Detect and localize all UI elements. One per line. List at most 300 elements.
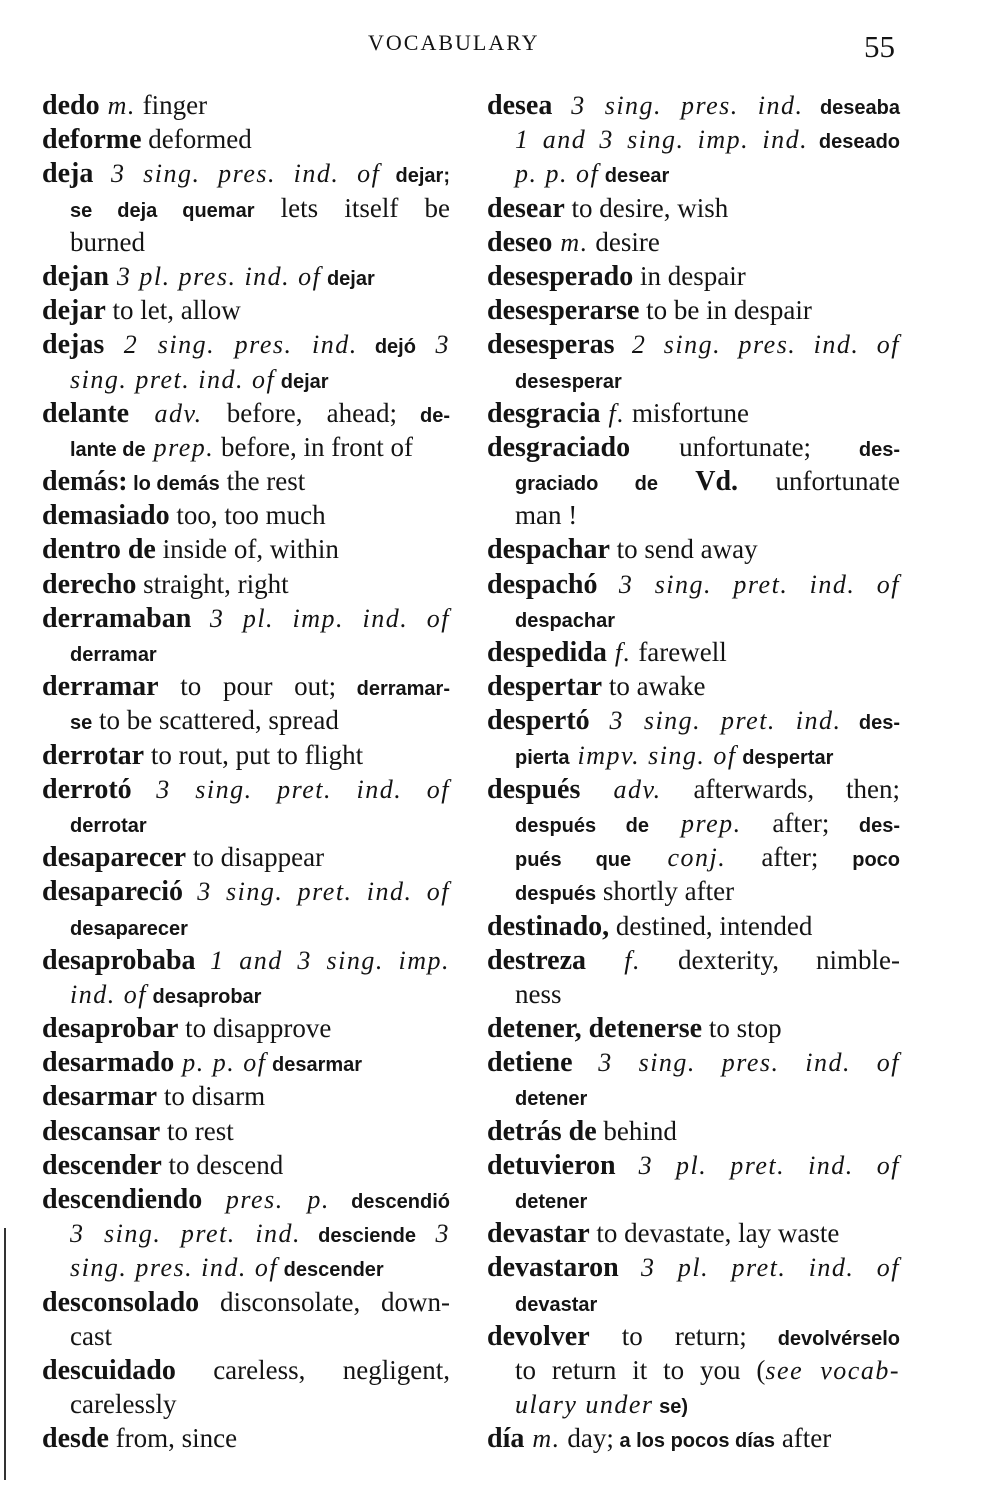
grammar-note: adv. — [129, 398, 203, 428]
dictionary-entry — [487, 225, 900, 259]
headword: derramar — [42, 671, 159, 703]
definition-text: before, ahead; — [202, 397, 398, 428]
entry-first-line — [42, 874, 450, 908]
grammar-note: p. p. of — [174, 1048, 267, 1078]
cross-reference: descendió — [329, 1191, 450, 1213]
cross-reference: se — [70, 712, 93, 735]
dictionary-entry — [42, 122, 450, 156]
cross-reference: lo demás — [127, 473, 220, 496]
cross-reference: despachar — [515, 609, 616, 632]
grammar-note: impv. sing. of — [569, 740, 737, 770]
grammar-note: pres. p. — [202, 1185, 330, 1214]
cross-reference: pierta — [515, 746, 570, 769]
dictionary-entry — [42, 1182, 450, 1285]
dictionary-entry — [487, 293, 900, 327]
definition-text: shortly after — [596, 876, 735, 907]
cross-reference: desesperar — [515, 370, 622, 393]
dictionary-entry — [487, 327, 900, 395]
definition-text: to desire, wish — [564, 192, 729, 223]
definition-text: after — [775, 1423, 832, 1454]
headword: desapareció — [42, 876, 184, 908]
headword: desear — [487, 192, 565, 224]
entry-first-line — [42, 327, 450, 361]
entry-continuation-line — [42, 635, 450, 669]
definition-text: in despair — [633, 260, 746, 291]
grammar-note: m. — [552, 227, 589, 257]
headword: descuidado — [42, 1354, 176, 1386]
headword: despachar — [487, 534, 610, 566]
entry-first-line — [487, 1045, 900, 1079]
entry-continuation-line — [42, 225, 450, 259]
dictionary-entry — [42, 88, 450, 122]
dictionary-entry — [42, 498, 450, 532]
entry-first-line — [487, 1011, 900, 1045]
cross-reference: dejar; — [380, 165, 450, 188]
definition-text: cast — [70, 1320, 112, 1351]
dictionary-entry — [42, 293, 450, 327]
definition-text: to disapprove — [178, 1013, 332, 1044]
dictionary-entry — [487, 1114, 900, 1148]
headword: descendiendo — [42, 1184, 203, 1215]
entry-first-line — [42, 88, 450, 122]
dictionary-entry — [42, 259, 450, 293]
grammar-note: sing. pres. ind. of — [70, 1253, 279, 1283]
headword: desde — [42, 1423, 109, 1455]
headword: dentro de — [42, 534, 156, 566]
dictionary-entry — [487, 532, 900, 566]
entry-continuation-line — [487, 1387, 900, 1421]
right-vocabulary-column — [487, 88, 900, 1456]
grammar-note: ulary under — [515, 1390, 654, 1420]
headword: devastaron — [487, 1252, 619, 1284]
headword: desea — [487, 90, 553, 121]
entry-first-line — [487, 1216, 900, 1250]
entry-first-line — [42, 1011, 450, 1045]
headword: demás: — [42, 466, 128, 498]
entry-first-line — [487, 703, 900, 737]
entry-first-line — [487, 1250, 900, 1284]
grammar-note: prep. — [649, 808, 742, 838]
entry-continuation-line — [42, 362, 450, 396]
definition-text: after; — [726, 842, 819, 873]
entry-continuation-line — [42, 909, 450, 943]
entry-first-line — [42, 1045, 450, 1079]
page-number: 55 — [864, 29, 895, 64]
grammar-note: 3 sing. pret. ind. of — [183, 877, 450, 907]
dictionary-entry — [42, 1353, 450, 1421]
entry-first-line — [42, 1421, 450, 1455]
dictionary-entry — [42, 464, 450, 498]
headword: destinado, — [487, 910, 610, 942]
cross-reference: desaparecer — [70, 917, 188, 940]
cross-reference: se) — [653, 1396, 689, 1419]
dictionary-entry — [487, 259, 900, 293]
definition-text: dexterity, nimble- — [641, 944, 900, 975]
definition-text: to return it to you ( — [515, 1354, 766, 1385]
entry-first-line — [487, 943, 900, 977]
entry-first-line — [487, 191, 900, 225]
entry-first-line — [42, 1114, 450, 1148]
cross-reference: poco — [818, 849, 901, 872]
grammar-note: 3 — [415, 1219, 450, 1249]
definition-text: finger — [135, 90, 208, 120]
grammar-note: f. — [606, 638, 632, 667]
entry-first-line — [42, 1285, 450, 1319]
definition-text: to stop — [702, 1013, 782, 1044]
definition-text: to send away — [609, 534, 758, 565]
headword: desaprobaba — [42, 944, 196, 976]
cross-reference: derramar- — [336, 678, 451, 701]
grammar-note: conj. — [631, 843, 727, 873]
headword: desesperarse — [487, 295, 640, 327]
headword: derrotar — [42, 739, 145, 771]
definition-text: inside of, within — [155, 534, 339, 565]
headword: desarmar — [42, 1081, 158, 1113]
definition-text: unfortunate — [738, 466, 901, 497]
headword: deforme — [42, 124, 142, 156]
cross-reference: después — [515, 883, 597, 906]
definition-text: misfortune — [625, 397, 749, 428]
headword: detener, detenerse — [487, 1013, 703, 1045]
entry-continuation-line — [487, 806, 900, 840]
dictionary-entry — [487, 669, 900, 703]
entry-first-line — [42, 1353, 450, 1387]
dictionary-entry — [487, 430, 900, 533]
cross-reference: despertar — [736, 746, 834, 769]
definition-text: to disappear — [186, 842, 325, 873]
dictionary-entry — [42, 1421, 450, 1455]
cross-reference: desarmar — [266, 1054, 363, 1077]
cross-reference: deseaba — [803, 97, 900, 119]
dictionary-entry — [487, 1421, 900, 1455]
grammar-note: f. — [600, 398, 626, 428]
definition-text: to awake — [602, 671, 706, 702]
dictionary-entry — [42, 567, 450, 601]
entry-continuation-line — [42, 191, 450, 225]
headword: deseo — [487, 226, 553, 258]
entry-continuation-line — [487, 1079, 900, 1113]
definition-text: to rest — [160, 1115, 234, 1146]
headword: destreza — [487, 944, 586, 976]
entry-continuation-line — [487, 840, 900, 874]
headword: dedo — [42, 90, 100, 121]
definition-text: from, since — [108, 1423, 238, 1454]
dictionary-entry — [42, 874, 450, 942]
grammar-note: p. p. of — [515, 159, 600, 189]
grammar-note: 3 sing. pret. ind. of — [597, 569, 900, 599]
dictionary-entry — [487, 1216, 900, 1250]
headword: dejan — [42, 260, 109, 292]
dictionary-entry — [487, 635, 900, 669]
definition-text: the rest — [219, 466, 306, 497]
dictionary-entry — [42, 156, 450, 259]
dictionary-entry — [487, 703, 900, 771]
headword: Vd. — [658, 466, 739, 498]
headword: desesperado — [487, 260, 634, 292]
entry-continuation-line — [42, 1250, 450, 1284]
dictionary-entry — [42, 396, 450, 464]
grammar-note: ind. of — [70, 979, 147, 1009]
cross-reference: derramar — [70, 644, 157, 666]
dictionary-entry — [42, 1079, 450, 1113]
definition-text: deformed — [141, 124, 252, 155]
entry-first-line — [42, 532, 450, 566]
dictionary-entry — [42, 1285, 450, 1353]
headword: despedida — [487, 637, 607, 668]
entry-continuation-line — [42, 1387, 450, 1421]
entry-first-line — [42, 1079, 450, 1113]
grammar-note: 2 sing. pres. ind. of — [614, 330, 900, 360]
grammar-note: see vocab- — [765, 1355, 900, 1385]
grammar-note: 3 sing. pres. ind. of — [572, 1048, 900, 1078]
dictionary-entry — [487, 1319, 900, 1422]
cross-reference: se deja quemar — [70, 199, 255, 222]
grammar-note: 1 and 3 sing. imp. — [195, 945, 450, 975]
grammar-note: m. — [524, 1424, 561, 1454]
definition-text: desire — [588, 226, 660, 257]
entry-first-line — [487, 293, 900, 327]
entry-first-line — [42, 738, 450, 772]
headword: desesperas — [487, 329, 615, 361]
definition-text: day; — [560, 1423, 614, 1454]
definition-text: to be scattered, spread — [92, 705, 339, 736]
entry-first-line — [487, 772, 900, 806]
entry-continuation-line — [487, 601, 900, 635]
headword: detuvieron — [487, 1149, 616, 1181]
cross-reference: dejar — [275, 370, 329, 393]
definition-text: to rout, put to flight — [144, 739, 364, 770]
entry-first-line — [487, 669, 900, 703]
entry-first-line — [42, 122, 450, 156]
entry-first-line — [42, 840, 450, 874]
entry-continuation-line — [487, 156, 900, 190]
dictionary-entry — [42, 772, 450, 840]
headword: devastar — [487, 1218, 590, 1250]
dictionary-entry — [42, 1045, 450, 1079]
cross-reference: desciende — [301, 1225, 416, 1248]
headword: desaprobar — [42, 1013, 179, 1045]
dictionary-entry — [487, 1148, 900, 1216]
headword: deja — [42, 158, 94, 190]
cross-reference: descender — [278, 1259, 384, 1282]
dictionary-entry — [42, 601, 450, 669]
headword: despertó — [487, 705, 590, 737]
grammar-note: f. — [586, 945, 641, 975]
headword: dejar — [42, 295, 106, 327]
dictionary-entry — [42, 943, 450, 1011]
definition-text: to devastate, lay waste — [589, 1218, 840, 1249]
headword: detiene — [487, 1047, 573, 1079]
dictionary-entry — [42, 1148, 450, 1182]
headword: después — [487, 773, 581, 805]
definition-text: to disarm — [157, 1081, 266, 1112]
entry-continuation-line — [42, 430, 450, 464]
grammar-note: 3 — [415, 330, 451, 360]
entry-first-line — [487, 1319, 900, 1353]
dictionary-entry — [42, 1011, 450, 1045]
cross-reference: después de — [515, 814, 650, 837]
grammar-note: 1 and 3 sing. imp. ind. — [515, 125, 809, 155]
entry-first-line — [487, 430, 900, 464]
entry-first-line — [42, 156, 450, 190]
entry-continuation-line — [487, 498, 900, 532]
headword: descender — [42, 1149, 162, 1181]
headword: dejas — [42, 329, 105, 361]
entry-continuation-line — [487, 738, 900, 772]
entry-first-line — [42, 293, 450, 327]
cross-reference: detener — [515, 1191, 588, 1213]
cross-reference: des- — [811, 438, 900, 461]
grammar-note: prep. — [145, 432, 215, 462]
entry-first-line — [487, 909, 900, 943]
entry-first-line — [487, 396, 900, 430]
cross-reference: pués que — [515, 849, 632, 872]
definition-text: unfortunate; — [630, 431, 812, 462]
cross-reference: desaprobar — [146, 985, 262, 1008]
grammar-note: 2 sing. pres. ind. — [104, 330, 358, 360]
grammar-note: 3 pl. pret. ind. of — [618, 1253, 900, 1283]
entry-continuation-line — [487, 362, 900, 396]
dictionary-entry — [487, 1045, 900, 1113]
definition-text: too, too much — [169, 500, 326, 531]
dictionary-entry — [42, 327, 450, 395]
grammar-note: 3 sing. pres. ind. of — [93, 159, 381, 189]
definition-text: to pour out; — [158, 671, 337, 702]
grammar-note: 3 sing. pret. ind. — [70, 1219, 302, 1249]
definition-text: carelessly — [70, 1389, 177, 1420]
entry-first-line — [42, 259, 450, 293]
entry-first-line — [487, 88, 900, 122]
grammar-note: 3 pl. pres. ind. of — [108, 261, 322, 291]
entry-first-line — [42, 567, 450, 601]
left-vocabulary-column — [42, 88, 450, 1456]
entry-continuation-line — [42, 703, 450, 737]
grammar-note: sing. pret. ind. of — [70, 364, 276, 394]
running-title: VOCABULARY — [368, 30, 540, 55]
cross-reference: des- — [829, 814, 901, 837]
cross-reference: lante de — [70, 438, 146, 461]
grammar-note: 3 sing. pret. ind. — [589, 706, 842, 736]
entry-continuation-line — [42, 1319, 450, 1353]
headword: día — [487, 1423, 525, 1455]
definition-text: to let, allow — [105, 295, 241, 326]
entry-first-line — [487, 225, 900, 259]
cross-reference: devolvérselo — [746, 1327, 900, 1350]
cross-reference: derrotar — [70, 814, 147, 837]
entry-first-line — [42, 669, 450, 703]
entry-first-line — [487, 259, 900, 293]
definition-text: ness — [515, 978, 562, 1009]
headword: desgracia — [487, 397, 601, 429]
definition-text: after; — [741, 807, 830, 838]
entry-first-line — [487, 1114, 900, 1148]
cross-reference: dejó — [357, 336, 416, 359]
cross-reference: a los pocos días — [613, 1430, 776, 1453]
cross-reference: dejar — [321, 267, 375, 290]
headword: demasiado — [42, 500, 170, 532]
cross-reference: desear — [599, 165, 670, 188]
entry-first-line — [487, 327, 900, 361]
headword: desgraciado — [487, 431, 631, 463]
headword: desconsolado — [42, 1286, 200, 1318]
cross-reference: devastar — [515, 1293, 598, 1316]
entry-continuation-line — [487, 464, 900, 498]
entry-first-line — [42, 464, 450, 498]
definition-text: disconsolate, down- — [199, 1286, 450, 1317]
entry-first-line — [487, 635, 900, 669]
headword: derecho — [42, 568, 137, 600]
grammar-note: adv. — [580, 774, 662, 804]
definition-text: to return; — [589, 1320, 747, 1351]
dictionary-entry — [487, 943, 900, 1011]
entry-first-line — [42, 772, 450, 806]
dictionary-entry — [42, 669, 450, 737]
entry-continuation-line — [487, 977, 900, 1011]
definition-text: straight, right — [136, 568, 289, 599]
headword: despachó — [487, 568, 598, 600]
grammar-note: m. — [99, 91, 136, 120]
definition-text: behind — [596, 1115, 677, 1146]
entry-continuation-line — [487, 1353, 900, 1387]
dictionary-entry — [487, 772, 900, 909]
entry-first-line — [487, 1421, 900, 1455]
cross-reference: detener — [515, 1088, 588, 1111]
headword: detrás de — [487, 1115, 597, 1147]
definition-text: farewell — [631, 637, 727, 667]
entry-first-line — [42, 498, 450, 532]
grammar-note: 3 pl. imp. ind. of — [191, 603, 450, 633]
entry-continuation-line — [42, 977, 450, 1011]
entry-first-line — [487, 567, 900, 601]
entry-continuation-line — [487, 1182, 900, 1216]
dictionary-entry — [487, 567, 900, 635]
dictionary-entry — [487, 88, 900, 191]
entry-continuation-line — [487, 1285, 900, 1319]
headword: devolver — [487, 1320, 590, 1352]
dictionary-entry — [487, 1011, 900, 1045]
headword: delante — [42, 397, 130, 429]
dictionary-entry — [487, 1250, 900, 1318]
dictionary-entry — [487, 909, 900, 943]
headword: desarmado — [42, 1047, 175, 1079]
dictionary-entry — [42, 738, 450, 772]
entry-continuation-line — [487, 874, 900, 908]
dictionary-entry — [42, 532, 450, 566]
headword: despertar — [487, 671, 603, 703]
headword: derrotó — [42, 773, 132, 805]
definition-text: destined, intended — [609, 910, 813, 941]
definition-text: careless, negligent, — [175, 1354, 450, 1385]
definition-text: before, in front of — [214, 431, 413, 462]
definition-text: to be in despair — [639, 295, 812, 326]
definition-text: man ! — [515, 500, 578, 531]
headword: derramaban — [42, 602, 192, 634]
entry-continuation-line — [487, 122, 900, 156]
grammar-note: 3 sing. pres. ind. — [552, 91, 804, 120]
cross-reference: graciado de — [515, 473, 659, 496]
entry-continuation-line — [42, 806, 450, 840]
cross-reference: de- — [397, 404, 450, 427]
entry-first-line — [487, 1148, 900, 1182]
entry-continuation-line — [42, 1216, 450, 1250]
cross-reference: deseado — [808, 131, 900, 154]
headword: desaparecer — [42, 842, 187, 874]
dictionary-entry — [487, 396, 900, 430]
entry-first-line — [42, 396, 450, 430]
definition-text: burned — [70, 226, 145, 257]
scan-margin-line — [4, 1228, 6, 1480]
entry-first-line — [42, 1148, 450, 1182]
